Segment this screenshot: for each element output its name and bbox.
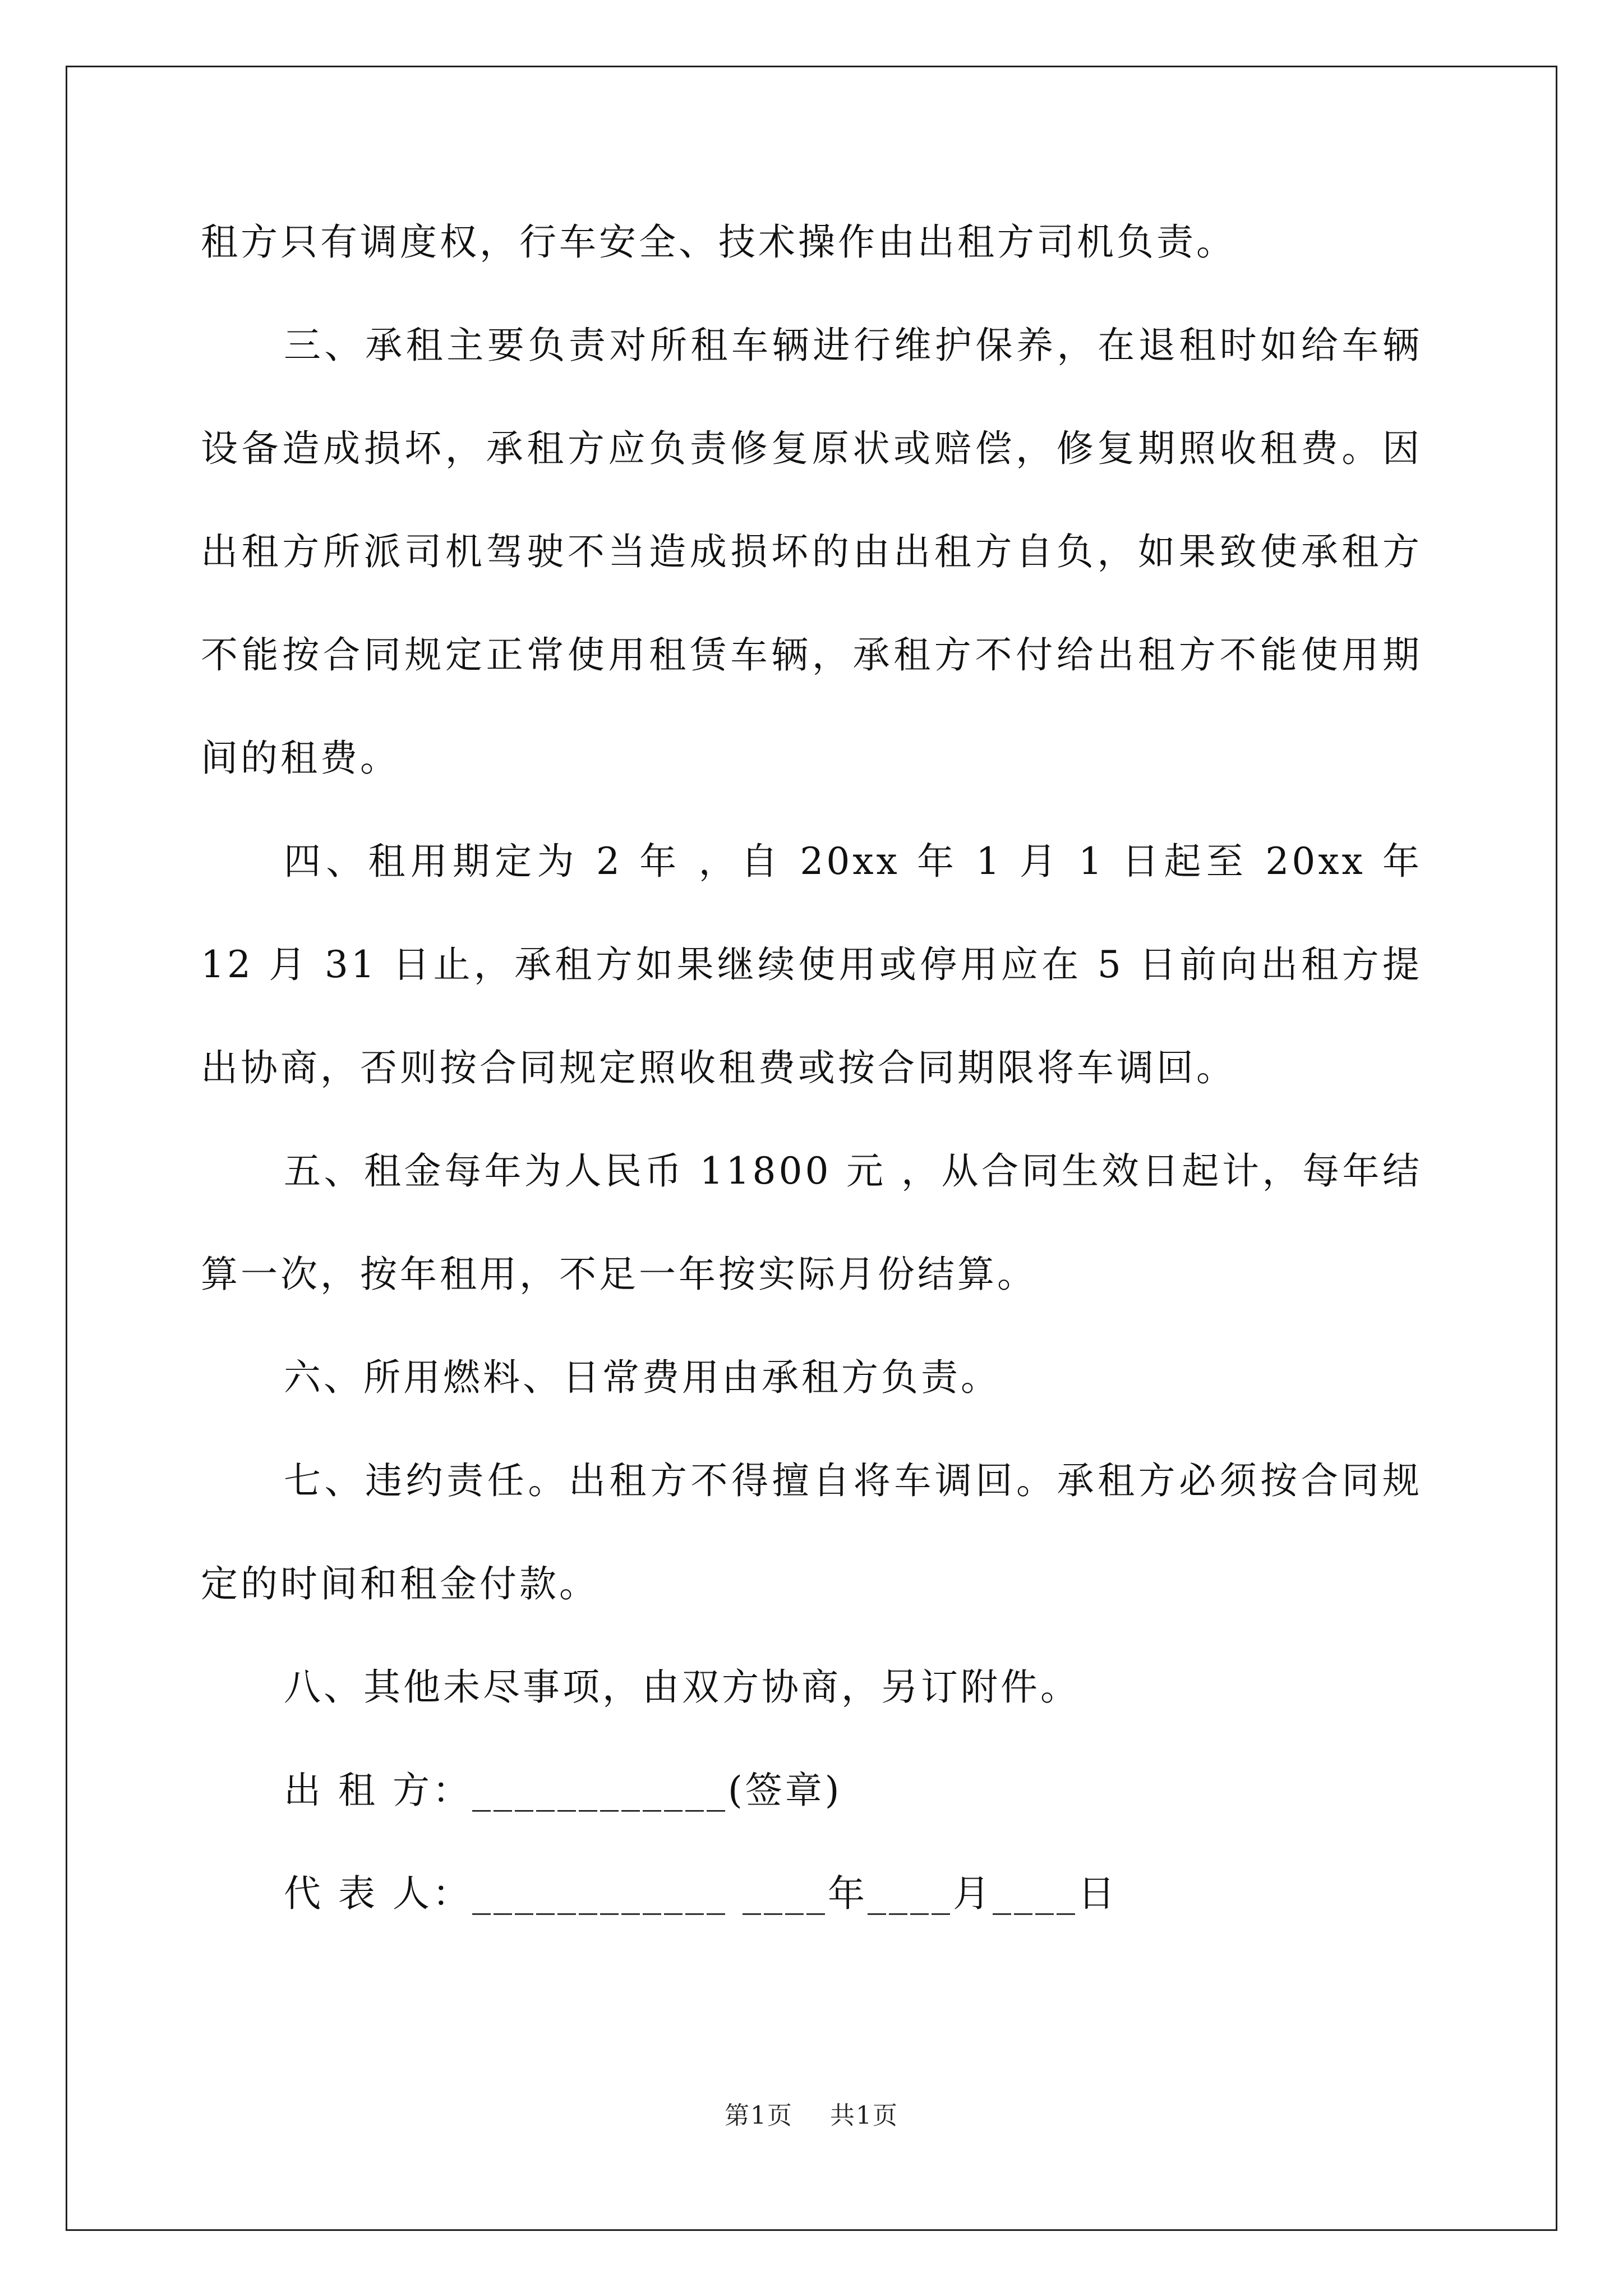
paragraph-1: 租方只有调度权，行车安全、技术操作由出租方司机负责。	[201, 220, 1236, 264]
paragraph-clause-6: 六、所用燃料、日常费用由承租方负责。	[284, 1356, 1000, 1399]
paragraph-clause-3: 三、承租主要负责对所租车辆进行维护保养，在退租时如给车辆设备造成损坏，承租方应负责修复原状或赔偿，修复期照收租费。因出租方所派司机驾驶不当造成损坏的由出租方自负，如果致使承租方不能按合同规定正常使用租赁车辆，承租方不付给出租方不能使用期间的租费。	[201, 324, 1422, 780]
page-number-current: 第1页	[725, 2101, 793, 2130]
paragraph-clause-4: 四、租用期定为 2 年 ，自 20xx 年 1 月 1 日起至 20xx 年 12 月 31 日止，承租方如果继续使用或停用应在 5 日前向出租方提出协商，否则按合同规定照收租费或按合同期限将车调回。	[201, 840, 1422, 1089]
page-number-total: 共1页	[830, 2101, 898, 2130]
paragraph-clause-5: 五、租金每年为人民币 11800 元 ，从合同生效日起计，每年结算一次，按年租用，不足一年按实际月份结算。	[201, 1149, 1422, 1296]
representative-signature-line: 代 表 人：____________ ____年____月____日	[284, 1872, 1118, 1915]
paragraph-clause-7: 七、违约责任。出租方不得擅自将车调回。承租方必须按合同规定的时间和租金付款。	[201, 1459, 1422, 1605]
paragraph-clause-8: 八、其他未尽事项，由双方协商，另订附件。	[284, 1665, 1080, 1709]
document-body	[201, 191, 1422, 1945]
page-footer	[0, 2095, 1623, 2131]
lessor-signature-line: 出 租 方：____________(签章)	[284, 1769, 842, 1812]
